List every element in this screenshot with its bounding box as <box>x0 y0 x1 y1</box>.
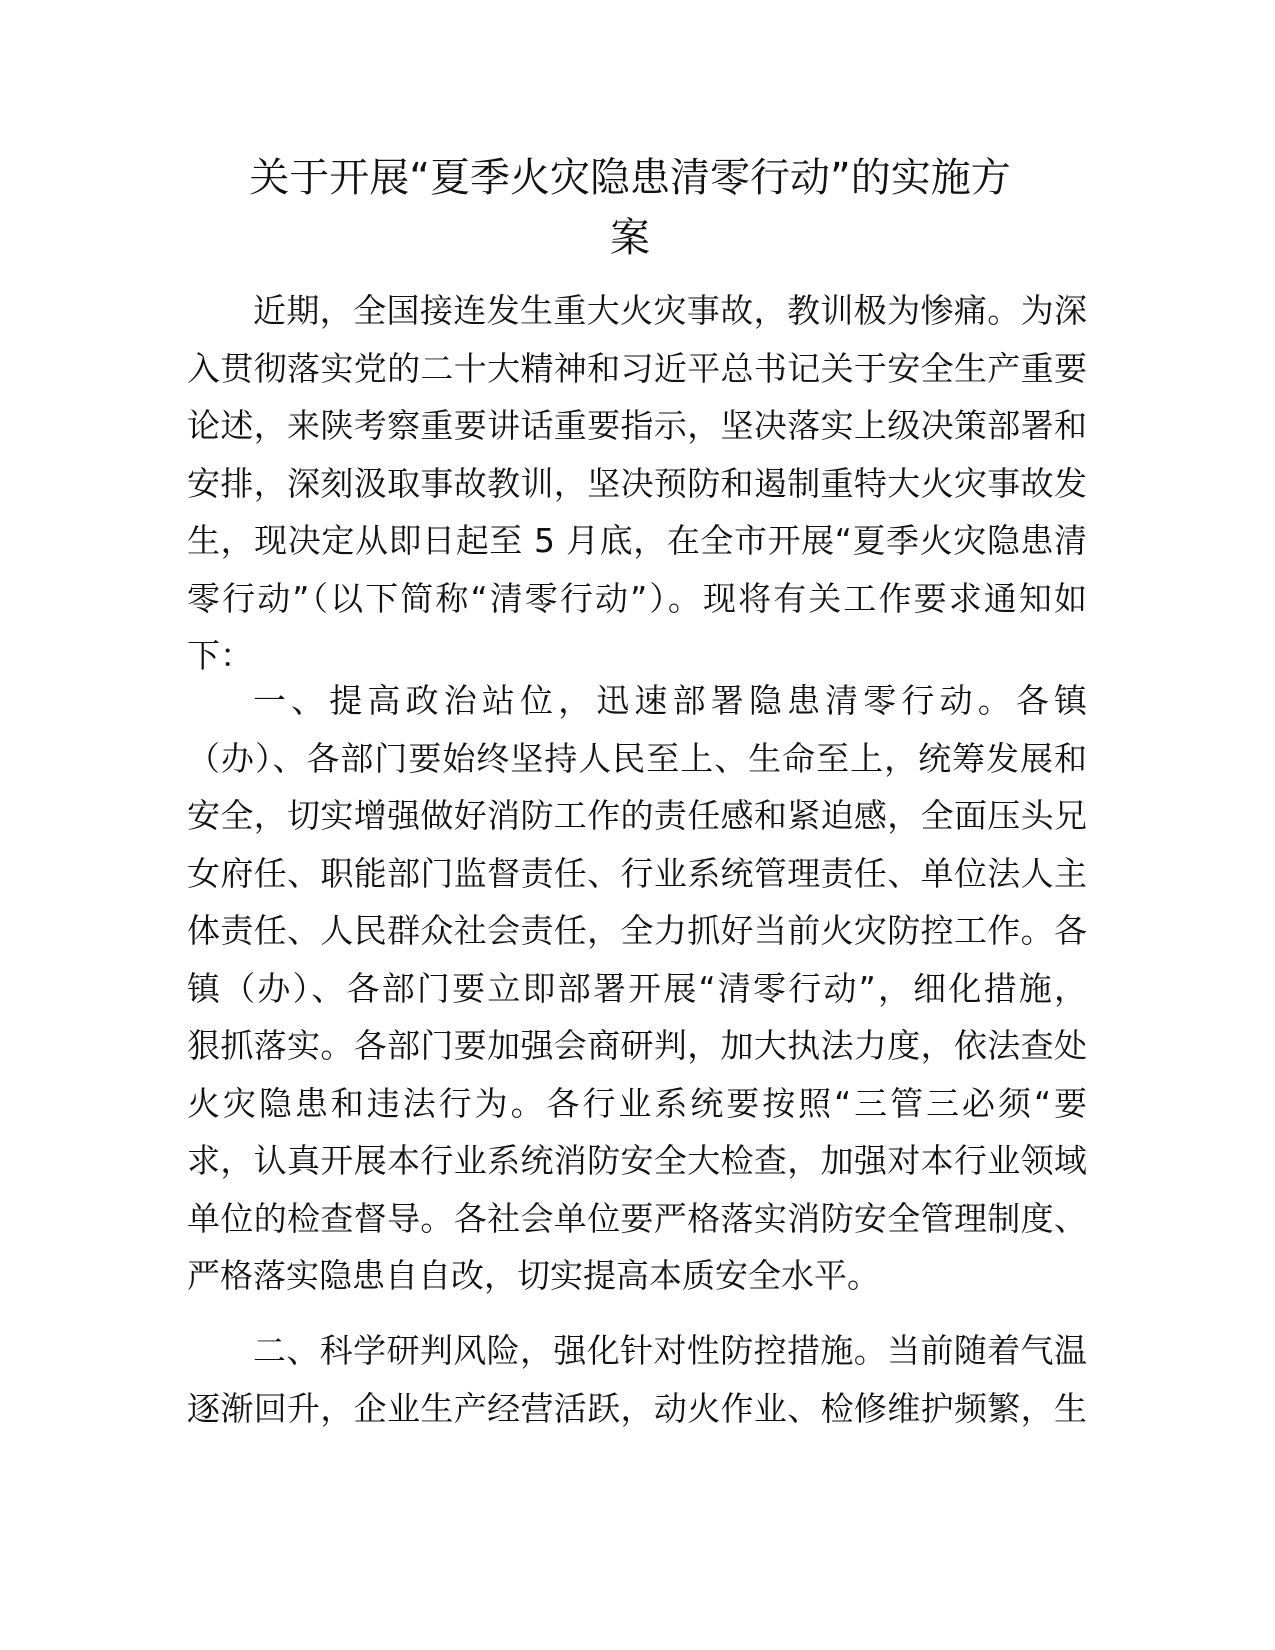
text-line: 求，认真开展本行业系统消防安全大检查，加强对本行业领域 <box>187 1141 1087 1180</box>
text-line: 女府任、职能部门监督责任、行业系统管理责任、单位法人主 <box>187 853 1087 893</box>
section-heading-line: 二、科学研判风险，强化针对性防控措施。当前随着气温 <box>253 1331 1087 1370</box>
text-line: 入贯彻落实党的二十大精神和习近平总书记关于安全生产重要 <box>187 348 1087 388</box>
document-title <box>180 148 1080 268</box>
text-line: 火灾隐患和违法行为。各行业系统要按照“三管三必须“要 <box>187 1083 1087 1123</box>
text-line: 零行动”（以下简称“清零行动”）。现将有关工作要求通知如 <box>187 578 1087 618</box>
text-line: 论述，来陕考察重要讲话重要指示，坚决落实上级决策部署和 <box>187 406 1087 445</box>
text-line: 安全，切实增强做好消防工作的责任感和紧迫感，全面压头兄 <box>187 796 1087 835</box>
text-line: 狠抓落实。各部门要加强会商研判，加大执法力度，依法查处 <box>187 1026 1087 1065</box>
text-line: 逐渐回升，企业生产经营活跃，动火作业、检修维护频繁，生 <box>187 1388 1087 1428</box>
paragraph-intro <box>187 282 1087 685</box>
text-line: 近期，全国接连发生重大火灾事故，教训极为惨痛。为深 <box>253 291 1087 330</box>
section-heading-line: 一、提高政治站位，迅速部署隐患清零行动。各镇 <box>253 681 1087 720</box>
text-line: 安排，深刻汲取事故教训，坚决预防和遏制重特大火灾事故发 <box>187 463 1087 503</box>
text-line: 镇（办）、各部门要立即部署开展“清零行动”，细化措施， <box>187 968 1087 1008</box>
text-line: 体责任、人民群众社会责任，全力抓好当前火灾防控工作。各 <box>187 911 1087 950</box>
title-line: 案 <box>610 215 650 261</box>
paragraph-section-one <box>187 672 1087 1305</box>
text-line: 严格落实隐患自自改，切实提高本质安全水平。 <box>187 1256 880 1295</box>
title-line: 关于开展“夏季火灾隐患清零行动”的实施方 <box>249 155 1011 201</box>
text-line: 单位的检查督导。各社会单位要严格落实消防安全管理制度、 <box>187 1198 1087 1238</box>
paragraph-section-two <box>187 1322 1087 1437</box>
text-line: （办）、各部门要始终坚持人民至上、生命至上，统筹发展和 <box>187 738 1087 778</box>
text-line: 下： <box>187 636 253 675</box>
text-line: 生，现决定从即日起至 5 月底，在全市开展“夏季火灾隐患清 <box>187 521 1087 560</box>
